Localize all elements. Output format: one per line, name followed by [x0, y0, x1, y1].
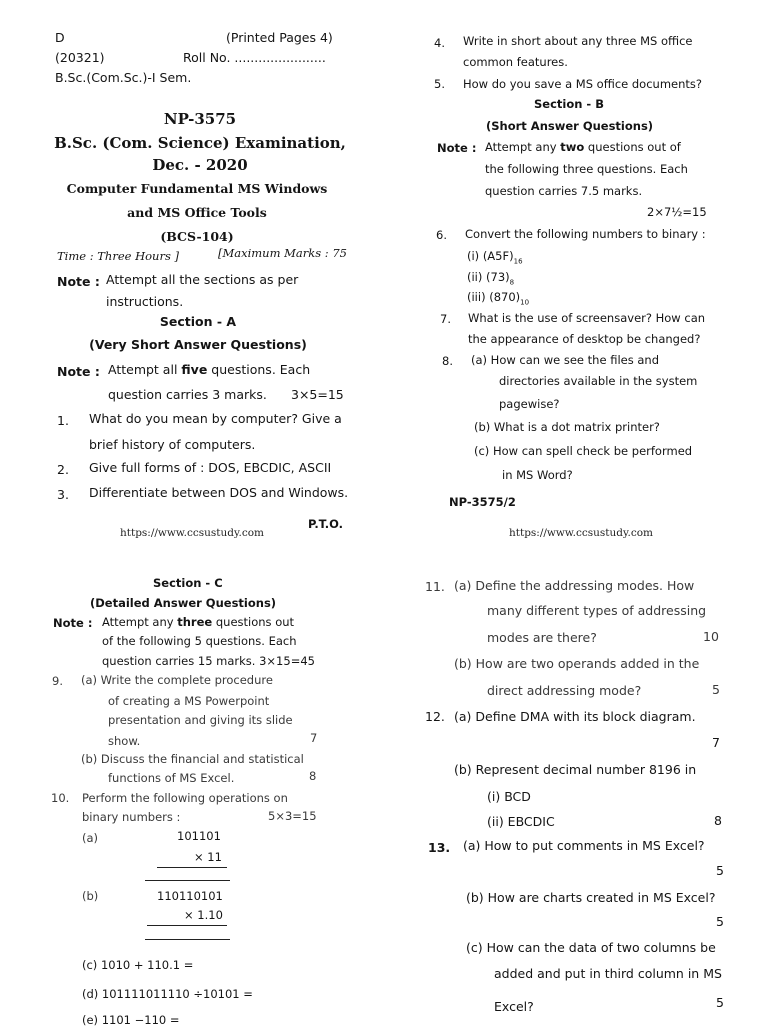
- question-12b-part-ii: (ii) EBCDIC: [487, 814, 555, 829]
- question-10a-answer-rule: [145, 880, 230, 881]
- question-11-number: 11.: [425, 579, 445, 594]
- question-8a-line-3: pagewise?: [499, 397, 560, 411]
- printed-pages: (Printed Pages 4): [226, 30, 333, 45]
- section-b-note-line-3: question carries 7.5 marks.: [485, 184, 643, 198]
- question-6-part-iii: (iii) $(870)_{10}$: [467, 290, 530, 307]
- page-1-footer-url: https://www.ccsustudy.com: [120, 527, 265, 539]
- question-1-line-2: brief history of computers.: [89, 437, 256, 452]
- subject-line-1: Computer Fundamental MS Windows: [66, 181, 328, 196]
- question-6-part-i: (i) $(A5F)_{16}$: [467, 249, 523, 266]
- section-a-subheading: (Very Short Answer Questions): [89, 337, 307, 352]
- question-12a-marks: 7: [712, 735, 720, 750]
- question-4-number: 4.: [434, 36, 445, 50]
- question-6-part-ii: (ii) $(73)_8$: [467, 270, 515, 287]
- question-4-line-2: common features.: [463, 55, 568, 69]
- question-13a-text: (a) How to put comments in MS Excel?: [463, 838, 705, 853]
- question-10a-multiplier: × 11: [194, 850, 222, 864]
- page-2-footer-code: NP-3575/2: [449, 495, 516, 509]
- question-13c-marks: 5: [716, 995, 724, 1010]
- note-label: Note :: [57, 274, 100, 289]
- question-10c-text: (c) 1010 + 110.1 =: [82, 958, 194, 972]
- question-12b-text: (b) Represent decimal number 8196 in: [454, 762, 697, 777]
- question-6-number: 6.: [436, 228, 447, 242]
- section-c-note-line-3: question carries 15 marks. 3×15=45: [102, 654, 315, 668]
- question-8a-line-2: directories available in the system: [499, 374, 698, 388]
- question-12b-marks: 8: [714, 813, 722, 828]
- question-9b-marks: 8: [309, 769, 317, 783]
- question-9b-line-2: functions of MS Excel.: [108, 771, 235, 785]
- question-10b-answer-rule: [145, 939, 230, 940]
- question-10-line-1: Perform the following operations on: [82, 791, 288, 805]
- question-11b-line-2: direct addressing mode?: [487, 683, 642, 698]
- section-c-note-label: Note :: [53, 616, 93, 630]
- question-11a-line-2: many different types of addressing: [487, 603, 707, 618]
- subject-line-2: and MS Office Tools: [127, 205, 267, 220]
- note-text-line-2: instructions.: [106, 294, 184, 309]
- time-allowed: Time : Three Hours ]: [57, 249, 179, 263]
- question-8b-text: (b) What is a dot matrix printer?: [474, 420, 660, 434]
- question-7-line-1: What is the use of screensaver? How can: [468, 311, 706, 325]
- question-13b-text: (b) How are charts created in MS Excel?: [466, 890, 716, 905]
- question-13c-line-1: (c) How can the data of two columns be: [466, 940, 716, 955]
- question-11b-marks: 5: [712, 682, 720, 697]
- question-2-text: Give full forms of : DOS, EBCDIC, ASCII: [89, 460, 332, 475]
- question-5-text: How do you save a MS office documents?: [463, 77, 703, 91]
- question-10b-multiplier: × 1.10: [184, 908, 223, 922]
- question-4-line-1: Write in short about any three MS office: [463, 34, 693, 48]
- question-11b-line-1: (b) How are two operands added in the: [454, 656, 700, 671]
- section-c-note-line-1: Attempt any three questions out: [102, 615, 295, 629]
- section-a-note-label: Note :: [57, 364, 100, 379]
- question-7-line-2: the appearance of desktop be changed?: [468, 332, 701, 346]
- question-3-text: Differentiate between DOS and Windows.: [89, 485, 349, 500]
- please-turn-over: P.T.O.: [308, 517, 344, 531]
- question-12b-part-i: (i) BCD: [487, 789, 531, 804]
- question-10e-text: (e) 1101 −110 =: [82, 1013, 180, 1027]
- question-8a-line-1: (a) How can we see the files and: [471, 353, 659, 367]
- question-9a-line-4: show.: [108, 734, 141, 748]
- question-7-number: 7.: [440, 312, 451, 326]
- question-10b-label: (b): [82, 889, 99, 903]
- section-b-note-line-1: Attempt any two questions out of: [485, 140, 681, 154]
- question-13b-marks: 5: [716, 914, 724, 929]
- question-9a-marks: 7: [310, 731, 318, 745]
- question-13c-line-2: added and put in third column in MS: [494, 966, 722, 981]
- question-9a-line-1: (a) Write the complete procedure: [81, 673, 273, 687]
- question-2-number: 2.: [57, 462, 69, 477]
- section-b-heading: Section - B: [534, 97, 604, 111]
- question-9a-line-2: of creating a MS Powerpoint: [108, 694, 270, 708]
- question-3-number: 3.: [57, 487, 69, 502]
- question-12-number: 12.: [425, 709, 445, 724]
- section-a-marks: 3×5=15: [291, 387, 344, 402]
- note-text-line-1: Attempt all the sections as per: [106, 272, 299, 287]
- question-10-number: 10.: [51, 791, 70, 805]
- question-10a-rule: [157, 867, 227, 868]
- question-11a-line-1: (a) Define the addressing modes. How: [454, 578, 695, 593]
- exam-title-line-1: B.Sc. (Com. Science) Examination,: [54, 134, 346, 152]
- paper-set-code: D: [55, 30, 65, 45]
- question-5-number: 5.: [434, 77, 445, 91]
- question-10a-label: (a): [82, 831, 99, 845]
- roll-no: Roll No. .......................: [183, 50, 326, 65]
- section-a-heading: Section - A: [159, 314, 237, 329]
- question-1-number: 1.: [57, 413, 69, 428]
- question-6-text: Convert the following numbers to binary :: [465, 227, 706, 241]
- exam-title-line-2: Dec. - 2020: [152, 156, 248, 174]
- question-8c-line-2: in MS Word?: [502, 468, 573, 482]
- section-a-note-line-1: Attempt all five questions. Each: [108, 362, 311, 377]
- question-9b-line-1: (b) Discuss the financial and statistical: [81, 752, 304, 766]
- question-12a-text: (a) Define DMA with its block diagram.: [454, 709, 696, 724]
- question-9-number: 9.: [52, 674, 63, 688]
- page-2-footer-url: https://www.ccsustudy.com: [509, 527, 654, 539]
- subject-code: (20321): [55, 50, 105, 65]
- question-10a-multiplicand: 101101: [177, 829, 221, 843]
- question-13a-marks: 5: [716, 863, 724, 878]
- section-a-note-line-2: question carries 3 marks.: [108, 387, 267, 402]
- question-10b-multiplicand: 110110101: [157, 889, 223, 903]
- section-b-note-label: Note :: [437, 141, 477, 155]
- question-13-number: 13.: [428, 840, 451, 855]
- question-1-line-1: What do you mean by computer? Give a: [89, 411, 342, 426]
- section-b-subheading: (Short Answer Questions): [486, 119, 654, 133]
- maximum-marks: [Maximum Marks : 75: [218, 246, 347, 260]
- paper-number: NP-3575: [163, 110, 237, 128]
- paper-code: (BCS-104): [160, 229, 234, 244]
- section-c-heading: Section - C: [153, 576, 223, 590]
- course-name: B.Sc.(Com.Sc.)-I Sem.: [55, 70, 192, 85]
- section-b-note-line-2: the following three questions. Each: [485, 162, 688, 176]
- question-8c-line-1: (c) How can spell check be performed: [474, 444, 693, 458]
- question-10-line-2: binary numbers :: [82, 810, 181, 824]
- section-b-marks: 2×7½=15: [647, 205, 707, 219]
- question-11a-line-3: modes are there?: [487, 630, 597, 645]
- section-c-note-line-2: of the following 5 questions. Each: [102, 634, 297, 648]
- question-10d-text: (d) 101111011110 ÷10101 =: [82, 987, 253, 1001]
- question-10b-rule: [147, 925, 227, 926]
- question-13c-line-3: Excel?: [494, 999, 534, 1014]
- section-c-subheading: (Detailed Answer Questions): [90, 596, 277, 610]
- question-8-number: 8.: [442, 354, 453, 368]
- question-11a-marks: 10: [703, 629, 719, 644]
- question-9a-line-3: presentation and giving its slide: [108, 713, 293, 727]
- question-10-marks: 5×3=15: [268, 809, 317, 823]
